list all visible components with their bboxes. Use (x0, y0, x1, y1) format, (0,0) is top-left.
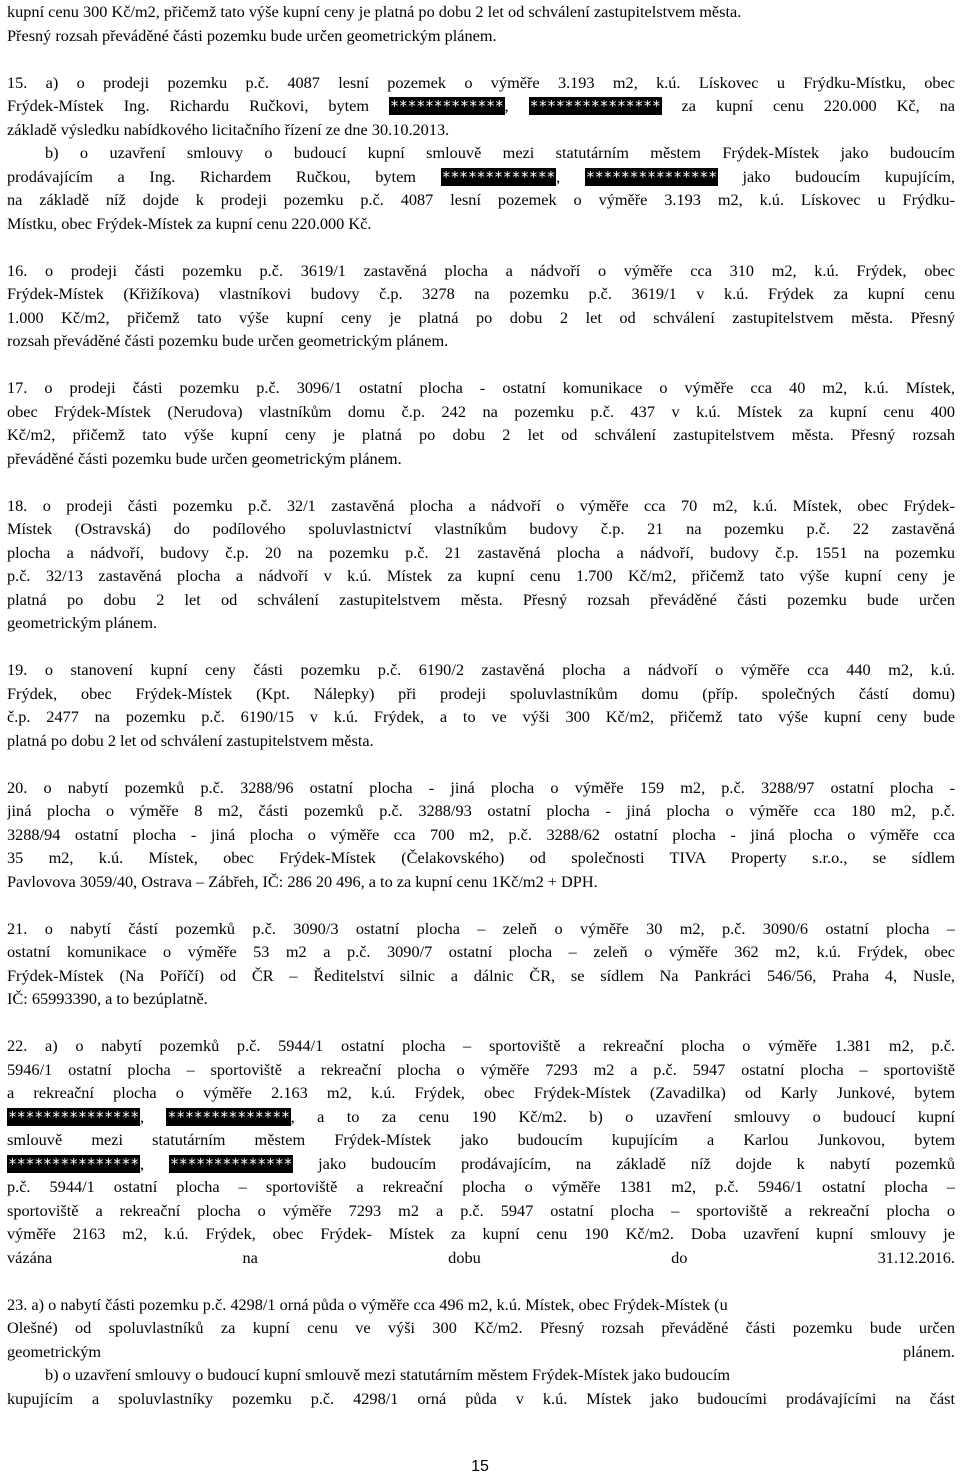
text-line (7, 329, 955, 353)
text-line (7, 870, 955, 894)
text-line (7, 917, 955, 941)
text-line (7, 705, 955, 729)
line-text: , (504, 96, 529, 115)
line-text: p.č. 32/13 zastavěná plocha a nádvoří v k.ú. Místek za kupní cenu 1.700 Kč/m2, přičemž tato výše kupní ceny je (7, 566, 955, 585)
redacted-text: *************** (8, 1154, 139, 1173)
line-text: jako budoucím prodávajícím, na základě níž dojde k nabytí pozemků (293, 1153, 955, 1173)
text-line (7, 400, 955, 424)
paragraph-gap (7, 752, 955, 776)
paragraph-gap (7, 1011, 955, 1035)
line-text: 18. o prodeji části pozemku p.č. 32/1 zastavěná plocha a nádvoří o výměře cca 70 m2, k.ú. Místek, obec Frýdek- (7, 495, 955, 515)
text-line (7, 1058, 955, 1082)
text-line (7, 141, 955, 165)
line-text: geometrickým plánem. (7, 613, 158, 632)
text-line (7, 1152, 955, 1176)
text-line (7, 1363, 955, 1387)
text-line (7, 188, 955, 212)
text-line (7, 729, 955, 753)
redacted-text: *************** (8, 1107, 139, 1126)
line-text: Místek (Ostravská) do podílového spoluvlastnictví vlastníkům budovy č.p. 21 na pozemku p.č. 22 zastavěná (7, 519, 955, 538)
text-line (7, 1222, 955, 1246)
line-text: , (556, 166, 585, 186)
line-text: základě výsledku nabídkového licitačního řízení ze dne 30.10.2013. (7, 119, 450, 139)
text-line (7, 682, 955, 706)
text-line (7, 517, 955, 541)
line-text: 1.000 Kč/m2, přičemž tato výše kupní ceny je platná po dobu 2 let od schválení zastupitelstvem města. Přesný (7, 307, 955, 327)
text-line (7, 541, 955, 565)
text-line (7, 94, 955, 118)
text-line (7, 799, 955, 823)
text-line (7, 0, 955, 24)
paragraph-gap (7, 235, 955, 259)
text-line (7, 1199, 955, 1223)
line-text: 21. o nabytí částí pozemků p.č. 3090/3 ostatní plocha – zeleň o výměře 30 m2, p.č. 3090/6 ostatní plocha – (7, 918, 955, 938)
line-text: Frýdek-Místek (Na Poříčí) od ČR – Ředitelství silnic a dálnic ČR, se sídlem Na Pankráci 546/56, Praha 4, Nusle, (7, 965, 955, 985)
text-line (7, 447, 955, 471)
line-text: b) o uzavření smlouvy o budoucí kupní smlouvě mezi statutárním městem Frýdek-Místek jako budoucím (45, 143, 955, 162)
text-line (7, 494, 955, 518)
text-line (7, 1175, 955, 1199)
line-text: 3288/94 ostatní plocha - jiná plocha o výměře cca 700 m2, p.č. 3288/62 ostatní plocha - jiná plocha o výměře cca (7, 824, 955, 844)
text-line (7, 658, 955, 682)
line-text: 16. o prodeji části pozemku p.č. 3619/1 zastavěná plocha a nádvoří o výměře cca 310 m2, k.ú. Frýdek, obec (7, 260, 955, 280)
text-line (7, 987, 955, 1011)
paragraph-gap (7, 1269, 955, 1293)
text-line (7, 940, 955, 964)
text-line (7, 823, 955, 847)
line-text: 20. o nabytí pozemků p.č. 3288/96 ostatní plocha - jiná plocha o výměře 159 m2, p.č. 3288/97 ostatní plocha - (7, 777, 955, 797)
line-text: , (139, 1106, 167, 1126)
line-text: 5946/1 ostatní plocha – sportoviště a rekreační plocha o výměře 7293 m2 a p.č. 5947 ostatní plocha – sportoviště (7, 1059, 955, 1079)
line-text: obec Frýdek-Místek (Nerudova) vlastníkům domu č.p. 242 na pozemku p.č. 437 v k.ú. Místek za kupní cenu 400 (7, 401, 955, 421)
redacted-text: *************** (585, 167, 717, 186)
line-text: p.č. 5944/1 ostatní plocha – sportoviště a rekreační plocha o výměře 1381 m2, p.č. 5946/1 ostatní plocha – (7, 1177, 955, 1196)
paragraph-gap (7, 353, 955, 377)
line-text: platná po dobu 2 let od schválení zastupitelstvem města. Přesný rozsah převáděné části pozemku bude určen (7, 589, 955, 609)
text-line (7, 564, 955, 588)
line-text: sportoviště a rekreační plocha o výměře 7293 m2 a p.č. 5947 ostatní plocha – sportoviště a rekreační plocha o (7, 1200, 955, 1220)
text-line (7, 1246, 955, 1270)
redacted-text: ************** (167, 1107, 290, 1126)
line-text: Frýdek, obec Frýdek-Místek (Kpt. Nálepky) při prodeji spoluvlastníkům domu (příp. společných částí domu) (7, 683, 955, 703)
text-line (7, 118, 955, 142)
line-text: platná po dobu 2 let od schválení zastupitelstvem města. (7, 730, 374, 750)
line-text: za kupní cenu 220.000 Kč, na (661, 96, 955, 115)
line-text: IČ: 65993390, a to bezúplatně. (7, 989, 208, 1008)
line-text: Přesný rozsah převáděné části pozemku bude určen geometrickým plánem. (7, 25, 497, 45)
text-line (7, 588, 955, 612)
text-line (7, 1034, 955, 1058)
line-text: b) o uzavření smlouvy o budoucí kupní smlouvě mezi statutárním městem Frýdek-Místek jako budoucím (45, 1365, 731, 1384)
text-line (7, 165, 955, 189)
paragraph-gap (7, 470, 955, 494)
redacted-text: *************** (529, 97, 661, 115)
line-text: kupujícím a spoluvlastníky pozemku p.č. 4298/1 orná půda v k.ú. Místek jako budoucími prodávajícími na část (7, 1388, 955, 1408)
text-line (7, 259, 955, 283)
text-line (7, 1340, 955, 1364)
text-line (7, 1128, 955, 1152)
paragraph-gap (7, 47, 955, 71)
line-text: , a to za cenu 190 Kč/m2. b) o uzavření smlouvy o budoucí kupní (290, 1106, 955, 1126)
text-line (7, 306, 955, 330)
line-text: výměře 2163 m2, k.ú. Frýdek, obec Frýdek- Místek za kupní cenu 190 Kč/m2. Doba uzavření kupní smlouvy je (7, 1224, 955, 1243)
redacted-text: ************** (169, 1154, 293, 1173)
line-text: , (139, 1153, 169, 1173)
line-text: geometrickým plánem. (7, 1341, 955, 1361)
line-text: Frýdek-Místek (Křižíkova) vlastníkovi budovy č.p. 3278 na pozemku p.č. 3619/1 v k.ú. Frýdek za kupní cenu (7, 284, 955, 303)
text-line (7, 776, 955, 800)
text-line (7, 423, 955, 447)
paragraph-gap (7, 893, 955, 917)
line-text: 15. a) o prodeji pozemku p.č. 4087 lesní pozemek o výměře 3.193 m2, k.ú. Lískovec u Frýdku-Místku, obec (7, 72, 955, 92)
line-text: 23. a) o nabytí části pozemku p.č. 4298/1 orná půda o výměře cca 496 m2, k.ú. Místek, obec Frýdek-Místek (u (7, 1294, 728, 1314)
line-text: na základě níž dojde k prodeji pozemku p.č. 4087 lesní pozemek o výměře 3.193 m2, k.ú. Lískovec u Frýdku- (7, 190, 955, 209)
text-line (7, 1387, 955, 1411)
line-text: plocha a nádvoří, budovy č.p. 20 na pozemku p.č. 21 zastavěná plocha a nádvoří, budovy č.p. 1551 na pozemku (7, 542, 955, 562)
text-line (7, 376, 955, 400)
page-number: 15 (471, 1458, 489, 1475)
line-text: ostatní komunikace o výměře 53 m2 a p.č. 3090/7 ostatní plocha – zeleň o výměře 362 m2, k.ú. Frýdek, obec (7, 942, 955, 961)
redacted-text: ************* (390, 97, 504, 115)
text-line (7, 212, 955, 236)
text-line (7, 1081, 955, 1105)
line-text: Pavlovova 3059/40, Ostrava – Zábřeh, IČ: 286 20 496, a to za kupní cenu 1Kč/m2 + DPH. (7, 871, 598, 891)
paragraph-gap (7, 635, 955, 659)
text-line (7, 611, 955, 635)
line-text: a rekreační plocha o výměře 2.163 m2, k.ú. Frýdek, obec Frýdek-Místek (Zavadilka) od Karly Junkové, bytem (7, 1083, 955, 1102)
line-text: Olešné) od spoluvlastníků za kupní cenu ve výši 300 Kč/m2. Přesný rozsah převáděné části pozemku bude určen (7, 1318, 955, 1337)
document-page (7, 0, 955, 1410)
line-text: prodávajícím a Ing. Richardem Ručkou, bytem (7, 166, 441, 186)
text-line (7, 846, 955, 870)
line-text: Frýdek-Místek Ing. Richardu Ručkovi, bytem (7, 96, 390, 115)
text-line (7, 282, 955, 306)
text-line (7, 1316, 955, 1340)
line-text: rozsah převáděné části pozemku bude určen geometrickým plánem. (7, 331, 449, 350)
line-text: 19. o stanovení kupní ceny části pozemku p.č. 6190/2 zastavěná plocha a nádvoří o výměře cca 440 m2, k.ú. (7, 660, 955, 679)
line-text: jako budoucím kupujícím, (717, 166, 955, 186)
line-text: 22. a) o nabytí pozemků p.č. 5944/1 ostatní plocha – sportoviště a rekreační plocha o výměře 1.381 m2, p.č. (7, 1036, 955, 1055)
line-text: Místku, obec Frýdek-Místek za kupní cenu 220.000 Kč. (7, 213, 372, 233)
text-line (7, 1105, 955, 1129)
line-text: jiná plocha o výměře 8 m2, části pozemků p.č. 3288/93 ostatní plocha - jiná plocha o výměře cca 180 m2, p.č. (7, 801, 955, 820)
line-text: kupní cenu 300 Kč/m2, přičemž tato výše kupní ceny je platná po dobu 2 let od schválení zastupitelstvem města. (7, 2, 742, 21)
line-text: 17. o prodeji části pozemku p.č. 3096/1 ostatní plocha - ostatní komunikace o výměře cca 40 m2, k.ú. Místek, (7, 378, 955, 397)
line-text: převáděné části pozemku bude určen geometrickým plánem. (7, 448, 402, 468)
line-text: 35 m2, k.ú. Místek, obec Frýdek-Místek (Čelakovského) od společnosti TIVA Property s.r.o., se sídlem (7, 848, 955, 867)
redacted-text: ************* (441, 167, 556, 186)
line-text: smlouvě mezi statutárním městem Frýdek-Místek jako budoucím kupujícím a Karlou Junkovou, bytem (7, 1130, 955, 1149)
text-line (7, 1293, 955, 1317)
text-line (7, 71, 955, 95)
line-text: Kč/m2, přičemž tato výše kupní ceny je platná po dobu 2 let od schválení zastupitelstvem města. Přesný rozsah (7, 425, 955, 444)
line-text: č.p. 2477 na pozemku p.č. 6190/15 v k.ú. Frýdek, a to ve výši 300 Kč/m2, přičemž tato výše kupní ceny bude (7, 707, 955, 726)
text-line (7, 964, 955, 988)
line-text: vázána na dobu do 31.12.2016. (7, 1247, 955, 1267)
text-line (7, 24, 955, 48)
